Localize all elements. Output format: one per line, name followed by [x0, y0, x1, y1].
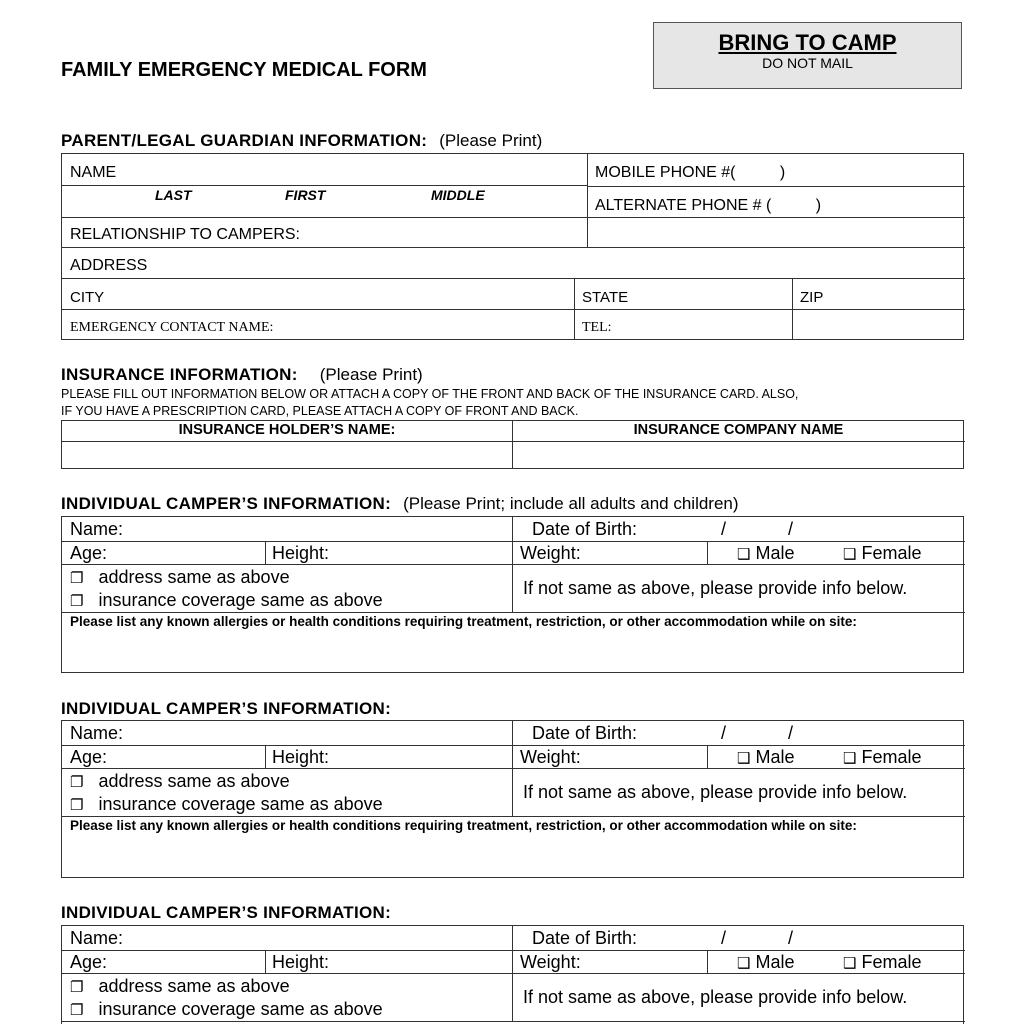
address-label: ADDRESS [70, 257, 148, 274]
address-same-label: address same as above [98, 771, 290, 791]
checkbox-icon[interactable]: ❑ [843, 954, 857, 972]
address-same-option[interactable] [70, 771, 290, 792]
male-label: Male [755, 952, 795, 972]
emergency-contact-label: EMERGENCY CONTACT NAME: [70, 320, 274, 335]
stamp-line1: BRING TO CAMP [718, 30, 897, 55]
insurance-same-option[interactable] [70, 590, 383, 611]
height-label: Height: [272, 952, 330, 972]
city-label: CITY [70, 289, 105, 306]
age-label: Age: [70, 543, 108, 563]
dob-slash-2: / [788, 928, 794, 948]
weight-label: Weight: [520, 952, 581, 972]
address-same-label: address same as above [98, 976, 290, 996]
checkbox-icon[interactable]: ❐ [70, 978, 84, 996]
insurance-instructions-2: IF YOU HAVE A PRESCRIPTION CARD, PLEASE ATTACH A COPY OF FRONT AND BACK. [61, 404, 579, 418]
dob-label: Date of Birth: [532, 519, 638, 539]
allergies-prompt: Please list any known allergies or health conditions requiring treatment, restriction, or other accommodation while on site: [70, 614, 857, 629]
camper-table-2 [61, 720, 964, 878]
address-same-option[interactable] [70, 567, 290, 588]
last-label: LAST [155, 187, 192, 203]
dob-label: Date of Birth: [532, 723, 638, 743]
checkbox-icon[interactable]: ❐ [70, 773, 84, 791]
guardian-table [61, 153, 964, 340]
if-not-same-text: If not same as above, please provide info below. [523, 578, 908, 598]
guardian-heading-text: PARENT/LEGAL GUARDIAN INFORMATION: [61, 131, 428, 150]
insurance-note: (Please Print) [319, 365, 423, 384]
male-option[interactable] [737, 747, 794, 768]
male-label: Male [755, 747, 795, 767]
insurance-same-label: insurance coverage same as above [98, 590, 383, 610]
dob-slash-1: / [721, 519, 727, 539]
weight-label: Weight: [520, 747, 581, 767]
camper-name-label: Name: [70, 519, 124, 539]
dob-label: Date of Birth: [532, 928, 638, 948]
zip-label: ZIP [800, 289, 824, 306]
form-title: FAMILY EMERGENCY MEDICAL FORM [61, 59, 427, 81]
camper-name-label: Name: [70, 928, 124, 948]
camper-note: (Please Print; include all adults and children) [403, 494, 739, 513]
male-option[interactable] [737, 543, 794, 564]
age-label: Age: [70, 952, 108, 972]
insurance-table [61, 420, 964, 469]
insurance-holder-header: INSURANCE HOLDER’S NAME: [178, 422, 396, 438]
insurance-heading-text: INSURANCE INFORMATION: [61, 365, 298, 384]
guardian-note: (Please Print) [439, 131, 543, 150]
dob-slash-1: / [721, 928, 727, 948]
first-label: FIRST [285, 187, 326, 203]
checkbox-icon[interactable]: ❑ [737, 749, 751, 767]
weight-label: Weight: [520, 543, 581, 563]
insurance-same-label: insurance coverage same as above [98, 999, 383, 1019]
guardian-name-label: NAME [70, 164, 117, 181]
alternate-phone-label: ALTERNATE PHONE # ( ) [595, 197, 822, 214]
height-label: Height: [272, 543, 330, 563]
dob-slash-1: / [721, 723, 727, 743]
insurance-same-label: insurance coverage same as above [98, 794, 383, 814]
female-option[interactable] [843, 543, 922, 564]
insurance-heading [61, 365, 423, 385]
relationship-label: RELATIONSHIP TO CAMPERS: [70, 226, 300, 243]
female-label: Female [861, 952, 922, 972]
if-not-same-text: If not same as above, please provide info below. [523, 987, 908, 1007]
male-option[interactable] [737, 952, 794, 973]
camper-heading-2: INDIVIDUAL CAMPER’S INFORMATION: [61, 699, 392, 718]
if-not-same-text: If not same as above, please provide info below. [523, 782, 908, 802]
address-same-option[interactable] [70, 976, 290, 997]
checkbox-icon[interactable]: ❑ [737, 545, 751, 563]
insurance-company-header: INSURANCE COMPANY NAME [633, 422, 844, 438]
checkbox-icon[interactable]: ❑ [843, 545, 857, 563]
camper-heading-1 [61, 494, 739, 514]
checkbox-icon[interactable]: ❐ [70, 592, 84, 610]
male-label: Male [755, 543, 795, 563]
checkbox-icon[interactable]: ❐ [70, 569, 84, 587]
insurance-same-option[interactable] [70, 999, 383, 1020]
stamp-line2: DO NOT MAIL [762, 55, 853, 71]
female-option[interactable] [843, 747, 922, 768]
guardian-heading [61, 131, 542, 151]
age-label: Age: [70, 747, 108, 767]
address-same-label: address same as above [98, 567, 290, 587]
female-label: Female [861, 543, 922, 563]
camper-heading-text: INDIVIDUAL CAMPER’S INFORMATION: [61, 494, 392, 513]
bring-to-camp-stamp [653, 22, 962, 89]
camper-name-label: Name: [70, 723, 124, 743]
insurance-instructions-1: PLEASE FILL OUT INFORMATION BELOW OR ATTACH A COPY OF THE FRONT AND BACK OF THE INSURANCE CARD. ALSO, [61, 387, 799, 401]
camper-table-3 [61, 925, 964, 1024]
checkbox-icon[interactable]: ❑ [737, 954, 751, 972]
checkbox-icon[interactable]: ❐ [70, 1001, 84, 1019]
female-label: Female [861, 747, 922, 767]
allergies-prompt: Please list any known allergies or health conditions requiring treatment, restriction, or other accommodation while on site: [70, 818, 857, 833]
checkbox-icon[interactable]: ❐ [70, 796, 84, 814]
camper-table-1 [61, 516, 964, 673]
tel-label: TEL: [582, 320, 612, 335]
camper-heading-3: INDIVIDUAL CAMPER’S INFORMATION: [61, 903, 392, 922]
mobile-phone-label: MOBILE PHONE #( ) [595, 164, 786, 181]
checkbox-icon[interactable]: ❑ [843, 749, 857, 767]
female-option[interactable] [843, 952, 922, 973]
height-label: Height: [272, 747, 330, 767]
state-label: STATE [582, 289, 629, 306]
middle-label: MIDDLE [431, 187, 485, 203]
insurance-same-option[interactable] [70, 794, 383, 815]
dob-slash-2: / [788, 519, 794, 539]
dob-slash-2: / [788, 723, 794, 743]
